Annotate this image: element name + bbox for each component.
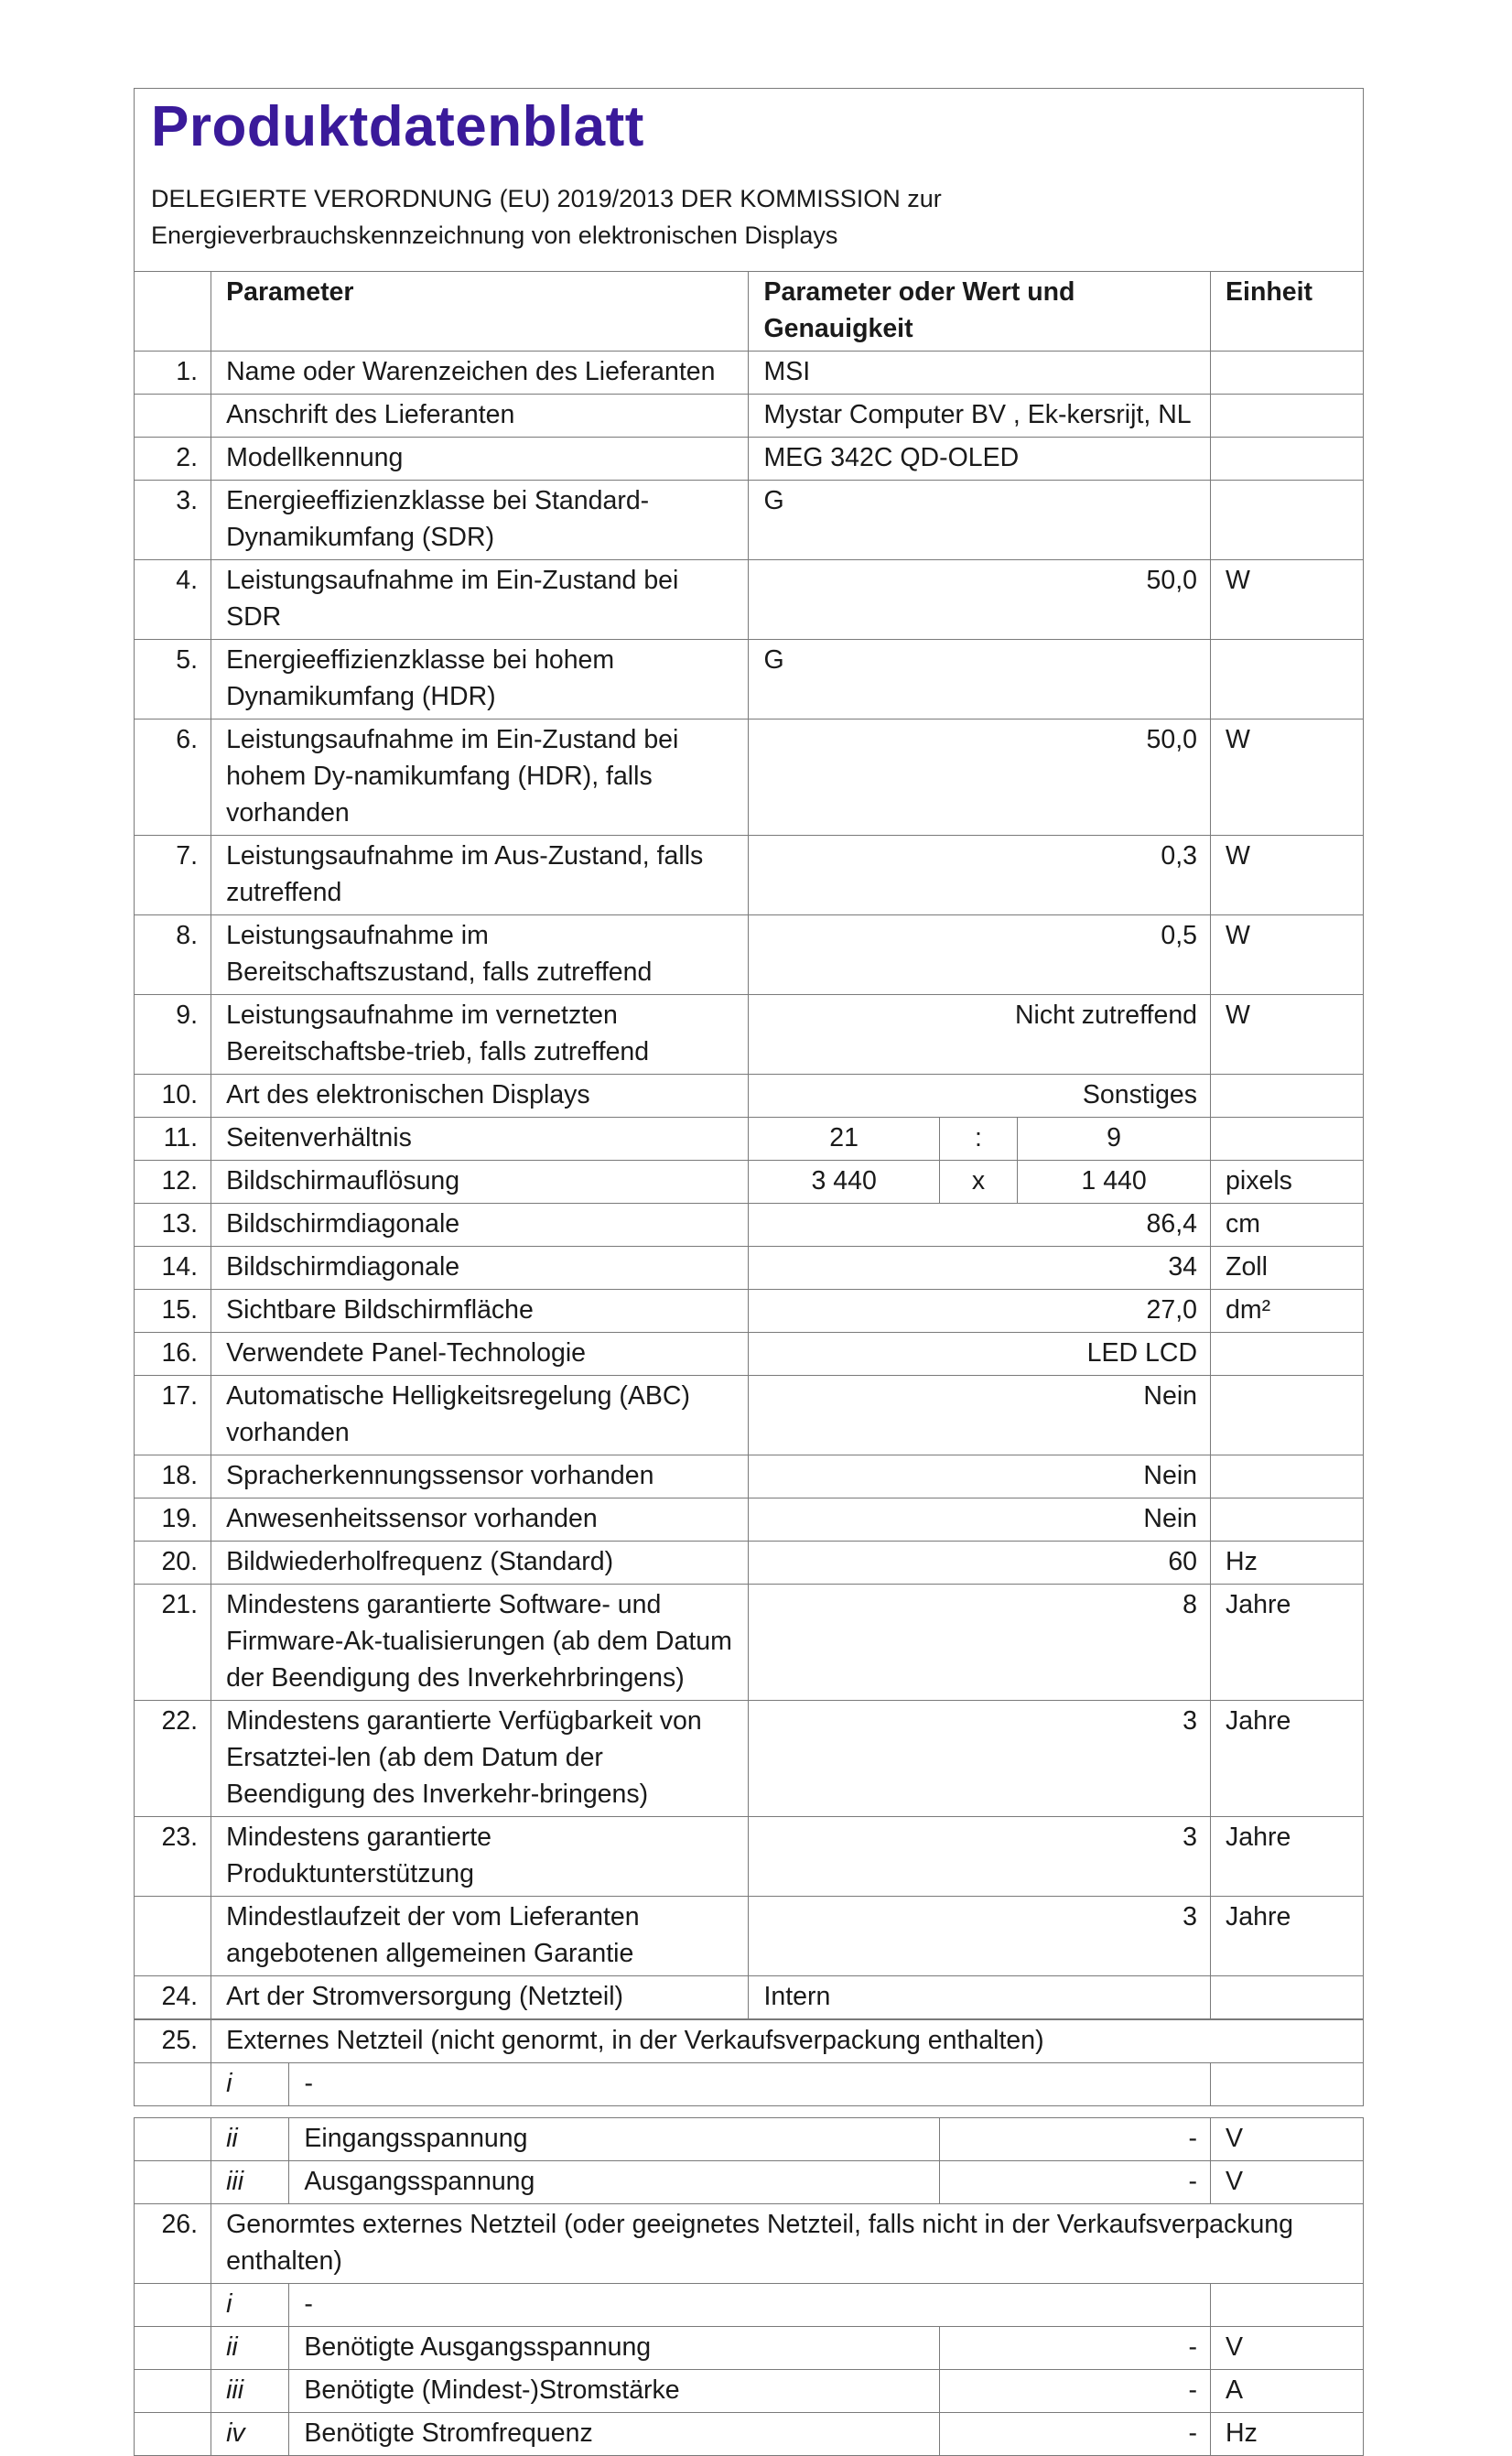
row-number: 18. (135, 1455, 211, 1498)
column-header-value: Parameter oder Wert und Genauigkeit (749, 272, 1211, 352)
item-label: iii (211, 2161, 289, 2204)
table-row (135, 1333, 1364, 1376)
item-value: - (939, 2370, 1210, 2413)
table-row (135, 1075, 1364, 1118)
parameter-value: 50,0 (749, 560, 1211, 640)
parameter-name: Anwesenheitssensor vorhanden (211, 1498, 749, 1542)
parameter-value: MEG 342C QD-OLED (749, 438, 1211, 481)
row-number: 1. (135, 352, 211, 395)
parameter-unit (1211, 1976, 1364, 2019)
section-25-continued-and-26-table (134, 2117, 1364, 2456)
parameter-unit: Jahre (1211, 1817, 1364, 1897)
parameter-unit: Zoll (1211, 1247, 1364, 1290)
section-25-title-row (135, 2020, 1364, 2063)
item-unit: Hz (1211, 2413, 1364, 2456)
table-row (135, 352, 1364, 395)
item-text: Benötigte Ausgangsspannung (289, 2327, 939, 2370)
table-row (135, 438, 1364, 481)
table-row (135, 1701, 1364, 1817)
parameter-value: 60 (749, 1542, 1211, 1585)
item-label: iii (211, 2370, 289, 2413)
row-number (135, 1897, 211, 1976)
row-number: 2. (135, 438, 211, 481)
row-number: 16. (135, 1333, 211, 1376)
parameter-name: Sichtbare Bildschirmfläche (211, 1290, 749, 1333)
row-number: 10. (135, 1075, 211, 1118)
table-row (135, 1976, 1364, 2019)
parameter-value: LED LCD (749, 1333, 1211, 1376)
table-row (135, 1542, 1364, 1585)
item-text: Benötigte (Mindest-)Stromstärke (289, 2370, 939, 2413)
parameter-unit: Hz (1211, 1542, 1364, 1585)
parameter-name: Mindestlaufzeit der vom Lieferanten angebotenen allgemeinen Garantie (211, 1897, 749, 1976)
item-text: - (289, 2063, 1211, 2106)
parameter-table (134, 271, 1364, 2019)
parameter-value: G (749, 481, 1211, 560)
row-number: 17. (135, 1376, 211, 1455)
parameter-unit: Jahre (1211, 1585, 1364, 1701)
parameter-unit (1211, 1118, 1364, 1161)
row-number: 14. (135, 1247, 211, 1290)
parameter-name: Art des elektronischen Displays (211, 1075, 749, 1118)
row-number: 21. (135, 1585, 211, 1701)
parameter-unit: Jahre (1211, 1897, 1364, 1976)
row-number: 15. (135, 1290, 211, 1333)
table-row (135, 995, 1364, 1075)
parameter-name: Bildschirmdiagonale (211, 1247, 749, 1290)
parameter-unit (1211, 352, 1364, 395)
table-header-row (135, 272, 1364, 352)
table-row (135, 1376, 1364, 1455)
product-data-sheet (134, 88, 1364, 2456)
parameter-name: Bildschirmauflösung (211, 1161, 749, 1204)
row-number: 6. (135, 719, 211, 836)
section-25-item-i (135, 2063, 1364, 2106)
parameter-value: Sonstiges (749, 1075, 1211, 1118)
item-unit: V (1211, 2118, 1364, 2161)
parameter-name: Mindestens garantierte Produktunterstützung (211, 1817, 749, 1897)
parameter-unit (1211, 1455, 1364, 1498)
item-unit: A (1211, 2370, 1364, 2413)
parameter-unit (1211, 640, 1364, 719)
row-number: 19. (135, 1498, 211, 1542)
parameter-value: 3 (749, 1701, 1211, 1817)
parameter-name: Name oder Warenzeichen des Lieferanten (211, 352, 749, 395)
value-part-2: 9 (1018, 1118, 1211, 1161)
parameter-value: 86,4 (749, 1204, 1211, 1247)
sub-item-row (135, 2327, 1364, 2370)
row-number: 13. (135, 1204, 211, 1247)
parameter-value: 8 (749, 1585, 1211, 1701)
parameter-value: Nein (749, 1376, 1211, 1455)
regulation-subtitle (151, 180, 942, 254)
value-part-2: 1 440 (1018, 1161, 1211, 1204)
parameter-unit (1211, 395, 1364, 438)
item-value: - (939, 2118, 1210, 2161)
section-25-table (134, 2019, 1364, 2106)
parameter-unit (1211, 1333, 1364, 1376)
parameter-value: G (749, 640, 1211, 719)
parameter-value: Intern (749, 1976, 1211, 2019)
row-number: 20. (135, 1542, 211, 1585)
row-number (135, 395, 211, 438)
parameter-unit: W (1211, 995, 1364, 1075)
table-row (135, 1247, 1364, 1290)
parameter-value: Nein (749, 1455, 1211, 1498)
section-26-title-row (135, 2204, 1364, 2284)
parameter-value: 34 (749, 1247, 1211, 1290)
parameter-value: 27,0 (749, 1290, 1211, 1333)
sheet-header (134, 88, 1364, 271)
parameter-value: Nicht zutreffend (749, 995, 1211, 1075)
table-row (135, 395, 1364, 438)
parameter-name: Spracherkennungssensor vorhanden (211, 1455, 749, 1498)
item-label: i (211, 2063, 289, 2106)
row-number: 4. (135, 560, 211, 640)
table-row (135, 836, 1364, 915)
parameter-name: Energieeffizienzklasse bei Standard-Dynamikumfang (SDR) (211, 481, 749, 560)
parameter-unit: W (1211, 560, 1364, 640)
table-row (135, 1498, 1364, 1542)
subtitle-line-2: Energieverbrauchskennzeichnung von elektronischen Displays (151, 222, 838, 249)
parameter-name: Leistungsaufnahme im Ein-Zustand bei SDR (211, 560, 749, 640)
value-part-1: 21 (749, 1118, 939, 1161)
table-row (135, 640, 1364, 719)
parameter-unit: pixels (1211, 1161, 1364, 1204)
parameter-name: Verwendete Panel-Technologie (211, 1333, 749, 1376)
table-row (135, 1290, 1364, 1333)
row-number: 26. (135, 2204, 211, 2284)
item-value: - (939, 2327, 1210, 2370)
item-text: Benötigte Stromfrequenz (289, 2413, 939, 2456)
section-25-title: Externes Netzteil (nicht genormt, in der Verkaufsverpackung enthalten) (211, 2020, 1364, 2063)
row-number: 3. (135, 481, 211, 560)
table-row (135, 1161, 1364, 1204)
table-row (135, 560, 1364, 640)
row-number: 11. (135, 1118, 211, 1161)
item-text: - (289, 2284, 1211, 2327)
parameter-unit (1211, 1498, 1364, 1542)
table-row (135, 1118, 1364, 1161)
parameter-unit (1211, 1075, 1364, 1118)
table-row (135, 1204, 1364, 1247)
parameter-value: 0,5 (749, 915, 1211, 995)
row-number: 24. (135, 1976, 211, 2019)
row-number: 5. (135, 640, 211, 719)
row-number: 25. (135, 2020, 211, 2063)
item-value: - (939, 2161, 1210, 2204)
item-value: - (939, 2413, 1210, 2456)
parameter-unit (1211, 1376, 1364, 1455)
parameter-name: Mindestens garantierte Verfügbarkeit von Ersatztei-len (ab dem Datum der Beendigung des Inverkehr-bringens) (211, 1701, 749, 1817)
parameter-value: Nein (749, 1498, 1211, 1542)
parameter-value: 50,0 (749, 719, 1211, 836)
parameter-unit (1211, 438, 1364, 481)
row-number: 23. (135, 1817, 211, 1897)
value-separator: : (939, 1118, 1017, 1161)
parameter-name: Bildschirmdiagonale (211, 1204, 749, 1247)
parameter-name: Anschrift des Lieferanten (211, 395, 749, 438)
parameter-name: Leistungsaufnahme im Bereitschaftszustand, falls zutreffend (211, 915, 749, 995)
subtitle-line-1: DELEGIERTE VERORDNUNG (EU) 2019/2013 DER KOMMISSION zur (151, 185, 942, 212)
page-title: Produktdatenblatt (151, 95, 644, 158)
parameter-name: Seitenverhältnis (211, 1118, 749, 1161)
column-header-parameter: Parameter (211, 272, 749, 352)
parameter-name: Energieeffizienzklasse bei hohem Dynamikumfang (HDR) (211, 640, 749, 719)
column-header-unit: Einheit (1211, 272, 1364, 352)
parameter-name: Mindestens garantierte Software- und Firmware-Ak-tualisierungen (ab dem Datum der Beendigung des Inverkehrbringens) (211, 1585, 749, 1701)
row-number: 9. (135, 995, 211, 1075)
item-text: Ausgangsspannung (289, 2161, 939, 2204)
item-label: i (211, 2284, 289, 2327)
parameter-name: Leistungsaufnahme im Aus-Zustand, falls zutreffend (211, 836, 749, 915)
table-row (135, 1455, 1364, 1498)
section-26-title: Genormtes externes Netzteil (oder geeignetes Netzteil, falls nicht in der Verkaufsverpackung enthalten) (211, 2204, 1364, 2284)
parameter-value: 3 (749, 1897, 1211, 1976)
row-number: 8. (135, 915, 211, 995)
item-label: ii (211, 2118, 289, 2161)
parameter-unit: Jahre (1211, 1701, 1364, 1817)
table-row (135, 719, 1364, 836)
section-26-item-i (135, 2284, 1364, 2327)
parameter-unit: cm (1211, 1204, 1364, 1247)
table-row (135, 1897, 1364, 1976)
item-unit: V (1211, 2161, 1364, 2204)
parameter-unit: W (1211, 836, 1364, 915)
item-unit: V (1211, 2327, 1364, 2370)
parameter-name: Leistungsaufnahme im Ein-Zustand bei hohem Dy-namikumfang (HDR), falls vorhanden (211, 719, 749, 836)
row-number: 12. (135, 1161, 211, 1204)
parameter-name: Leistungsaufnahme im vernetzten Bereitschaftsbe-trieb, falls zutreffend (211, 995, 749, 1075)
value-part-1: 3 440 (749, 1161, 939, 1204)
sub-item-row (135, 2370, 1364, 2413)
parameter-unit: W (1211, 719, 1364, 836)
parameter-name: Modellkennung (211, 438, 749, 481)
sub-item-row (135, 2118, 1364, 2161)
parameter-name: Bildwiederholfrequenz (Standard) (211, 1542, 749, 1585)
item-label: ii (211, 2327, 289, 2370)
parameter-unit: dm² (1211, 1290, 1364, 1333)
table-row (135, 1817, 1364, 1897)
parameter-value: Mystar Computer BV , Ek-kersrijt, NL (749, 395, 1211, 438)
row-number: 22. (135, 1701, 211, 1817)
parameter-unit: W (1211, 915, 1364, 995)
parameter-value: 3 (749, 1817, 1211, 1897)
parameter-value: 0,3 (749, 836, 1211, 915)
parameter-name: Art der Stromversorgung (Netzteil) (211, 1976, 749, 2019)
row-number: 7. (135, 836, 211, 915)
sub-item-row (135, 2413, 1364, 2456)
table-row (135, 1585, 1364, 1701)
parameter-name: Automatische Helligkeitsregelung (ABC) vorhanden (211, 1376, 749, 1455)
sub-item-row (135, 2161, 1364, 2204)
parameter-unit (1211, 481, 1364, 560)
item-text: Eingangsspannung (289, 2118, 939, 2161)
table-row (135, 915, 1364, 995)
value-separator: x (939, 1161, 1017, 1204)
item-label: iv (211, 2413, 289, 2456)
table-row (135, 481, 1364, 560)
parameter-value: MSI (749, 352, 1211, 395)
